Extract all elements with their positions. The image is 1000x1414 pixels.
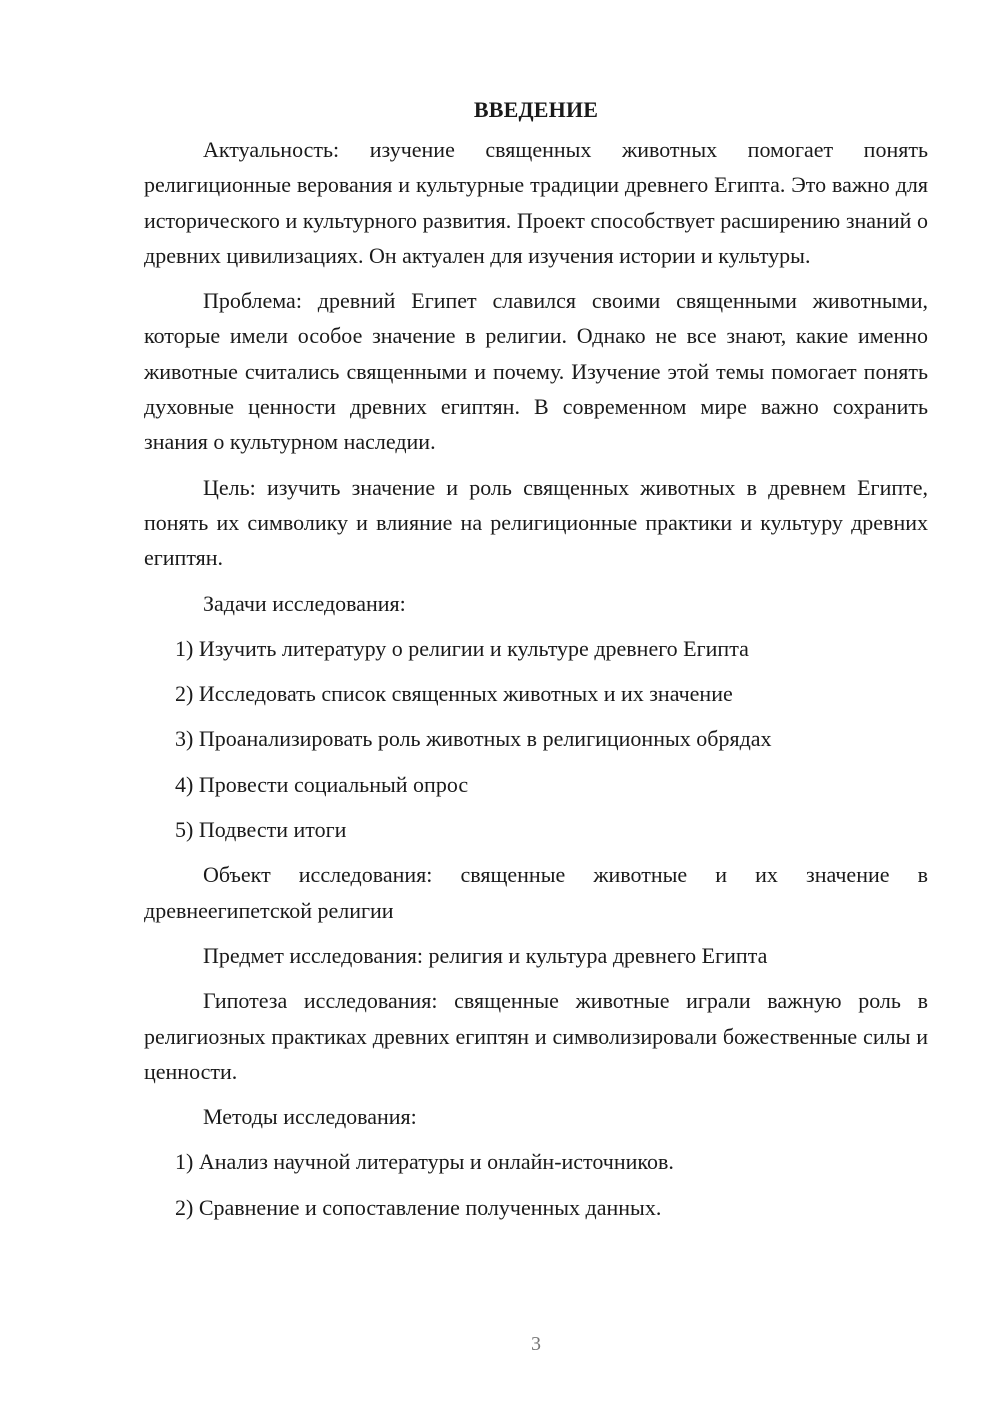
tasks-title: Задачи исследования: <box>203 590 406 616</box>
page-number: 3 <box>531 1333 541 1355</box>
task-item: 5) Подвести итоги <box>175 817 347 843</box>
relevance-paragraph: Актуальность: изучение священных животных помогает понять религиционные верования и культурные традиции древнего Египта. Это важно для исторического и культурного развития. Проект способствует расширению знаний о древних цивилизациях. Он актуален для изучения истории и культуры. <box>144 137 928 268</box>
goal-paragraph: Цель: изучить значение и роль священных животных в древнем Египте, понять их символику и влияние на религиционные практики и культуру древних египтян. <box>144 474 928 571</box>
section-heading: ВВЕДЕНИЕ <box>473 97 599 122</box>
task-item: 2) Исследовать список священных животных и их значение <box>175 681 733 707</box>
task-item: 4) Провести социальный опрос <box>175 771 469 797</box>
method-item: 2) Сравнение и сопоставление полученных данных. <box>175 1194 662 1220</box>
object-paragraph: Объект исследования: священные животные и их значение в древнеегипетской религии <box>144 862 928 923</box>
problem-paragraph: Проблема: древний Египет славился своими священными животными, которые имели особое значение в религии. Однако не все знают, какие именно животные считались священными и почему. Изучение этой темы помогает понять духовные ценности древних египтян. В современном мире важно сохранить знания о культурном наследии. <box>144 288 928 455</box>
task-item: 1) Изучить литературу о религии и культуре древнего Египта <box>175 635 749 661</box>
tasks-list <box>144 631 928 847</box>
method-item: 1) Анализ научной литературы и онлайн-источников. <box>175 1149 674 1175</box>
document-page <box>144 92 928 1235</box>
task-item: 3) Проанализировать роль животных в религиционных обрядах <box>175 726 772 752</box>
methods-title: Методы исследования: <box>203 1104 417 1130</box>
subject-paragraph: Предмет исследования: религия и культура древнего Египта <box>203 942 768 968</box>
methods-list <box>144 1144 928 1225</box>
hypothesis-paragraph: Гипотеза исследования: священные животные играли важную роль в религиозных практиках древних египтян и символизировали божественные силы и ценности. <box>144 988 928 1084</box>
